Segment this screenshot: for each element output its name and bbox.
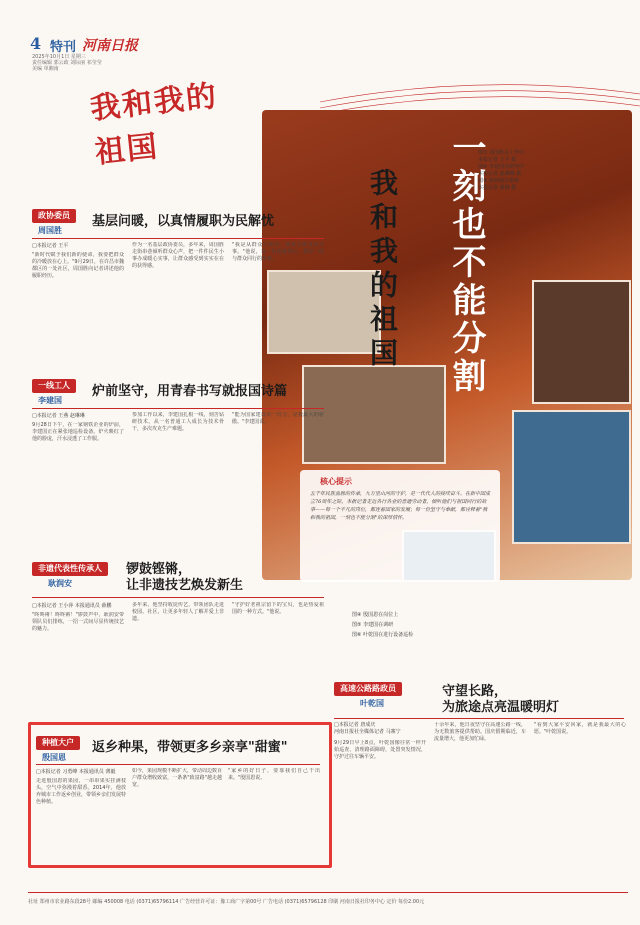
section-label: 特刊 xyxy=(50,40,77,55)
article-paragraph: "家乡的好日子，要靠我们自己干出来。"殷国恩说。 xyxy=(228,768,320,781)
article-byline: □本报记者 王小萍 本报通讯员 薛鹏 xyxy=(32,603,112,609)
divider xyxy=(36,764,320,765)
article-tag: 一线工人 xyxy=(32,379,76,393)
article-column xyxy=(32,422,124,552)
article-paragraph: "看到大家平安回家，就是我最大的心愿。"叶乾国说。 xyxy=(534,722,626,735)
article-column xyxy=(334,740,426,890)
hero-photo xyxy=(532,280,631,404)
hero-title-sub: 我和我的祖国 xyxy=(366,168,399,372)
article-paragraph: "守护好老祖宗留下的宝贝，也是热爱祖国的一种方式。"他说。 xyxy=(232,602,324,615)
core-tip-text: 五千年民族血脉的传承，九万里山河的守护，是一代代人的接续奋斗。在新中国成立76周年之际，本报记者走近各行各业的普通劳动者，倾听他们与祖国同行的故事——每一个平凡的岗位，都连着国家的发展；每一份坚守与奉献，都诠释着"我和我的祖国，一刻也不能分割"的深厚情怀。 xyxy=(310,491,491,521)
article-column xyxy=(36,778,126,858)
divider xyxy=(32,597,324,598)
photo-caption: 图⑤ 李建国在调研 xyxy=(352,622,394,628)
page-header xyxy=(0,0,640,70)
divider xyxy=(32,238,324,239)
article-headline: 炉前坚守，用青春书写就报国诗篇 xyxy=(92,384,288,399)
article-column xyxy=(228,768,320,858)
article-tag: 非遗代表性传承人 xyxy=(32,562,108,576)
article-column xyxy=(132,412,224,552)
article-column xyxy=(132,242,224,342)
article-column xyxy=(232,412,324,552)
article-paragraph: 9月29日早上8点，叶乾国像往常一样开始巡查，清理路面障碍，处置突发情况，守护过往车辆平安。 xyxy=(334,740,426,760)
article-column xyxy=(534,722,626,890)
article-paragraph: "能为国家建设出一份力，是我最大的骄傲。"李建国说。 xyxy=(232,412,324,425)
article-paragraph: "新时代赋予我们新的使命，我要把群众的冷暖放在心上。"9月29日，在许昌市魏都区的一处社区，周国胜向记者讲述他的履职经历。 xyxy=(32,252,124,279)
article-column xyxy=(32,612,124,712)
hero-photo xyxy=(512,410,631,544)
caption-line: 图③ 耿润强在排练 xyxy=(478,178,520,184)
article-paragraph: 十余年来，他日夜坚守在高速公路一线，为无数旅客提供帮助。国庆假期临近，车流量增大，他更加忙碌。 xyxy=(434,722,526,742)
divider xyxy=(334,718,624,719)
article-column xyxy=(232,602,324,712)
article-paragraph: 走进殷国恩的果园，一串串果实挂满枝头，空气中弥漫着甜香。2014年，他放弃城市工作返乡创业，带领乡亲们发展特色种植。 xyxy=(36,778,126,805)
photo-caption: 图⑥ 叶乾国在进行设备巡检 xyxy=(352,632,414,638)
caption-line: 图① 周国胜在工作中 xyxy=(478,150,525,156)
article-byline: □本报记者 唐成庆 河南日报社全媒体记者 马寨宁 xyxy=(334,722,401,735)
article-byline: □本报记者 王燕 赵琳琳 xyxy=(32,413,85,419)
article-column xyxy=(132,768,222,858)
article-paragraph: 多年来，他坚持收徒传艺，带领团队走进校园、社区，让更多年轻人了解并爱上非遗。 xyxy=(132,602,224,622)
meta-line: 美编 单湘南 xyxy=(32,66,59,72)
article-person: 耿润安 xyxy=(48,579,72,588)
article-column xyxy=(32,252,124,342)
article-headline-line2: 让非遗技艺焕发新生 xyxy=(126,578,244,593)
article-paragraph: "我是从群众中来的，就要为群众多办事。"他说，每一份提案背后，都是一段与群众同行的故事。 xyxy=(232,242,324,262)
article-headline: 基层问暖，以真情履职为民解忧 xyxy=(92,214,275,229)
meta-line: 责任编辑 郭云政 刘际丽 祁莹莹 xyxy=(32,60,102,66)
hero-captions xyxy=(478,150,618,192)
article-tag: 政协委员 xyxy=(32,209,76,223)
article-person: 叶乾国 xyxy=(360,699,384,708)
caption-line: 本报记者 王平 摄 xyxy=(478,157,517,163)
article-column xyxy=(132,602,224,712)
article-headline-line2: 为旅途点亮温暖明灯 xyxy=(442,700,560,715)
article-headline-line1: 锣鼓铿锵， xyxy=(126,562,192,577)
caption-line: 本报记者 赵琳琳 摄 xyxy=(478,171,522,177)
article-person: 殷国恩 xyxy=(42,753,66,762)
edition-meta xyxy=(32,54,102,72)
page-number: 4 xyxy=(30,34,42,53)
article-column xyxy=(232,242,324,342)
article-paragraph: 作为一名基层政协委员，多年来，周国胜走街串巷倾听群众心声，把一件件民生小事办成暖心实事，让群众感受到实实在在的获得感。 xyxy=(132,242,224,269)
article-paragraph: 参加工作以来，李建国扎根一线，刻苦钻研技术，从一名普通工人成长为技术骨干，多次攻克生产难题。 xyxy=(132,412,224,432)
core-tip-box xyxy=(300,470,500,582)
article-column xyxy=(434,722,526,890)
hero-title-main: 一刻也不能分割 xyxy=(446,130,486,396)
caption-line: 本报记者 翟畅 摄 xyxy=(478,185,517,191)
article-person: 李建国 xyxy=(38,396,62,405)
article-tag: 高速公路路政员 xyxy=(334,682,402,696)
newspaper-logo: 河南日报 xyxy=(82,38,138,54)
article-paragraph: 如今，果园规模不断扩大，带动周边数百户群众增收致富，一条条"致富路"越走越宽。 xyxy=(132,768,222,788)
footer-divider xyxy=(28,892,628,893)
core-tip-title: 核心提示 xyxy=(320,477,352,486)
caption-line: 图② 李建国在研究中 xyxy=(478,164,525,170)
article-paragraph: "咚咚锵！咚咚锵！"锣鼓声中，耿润安带领队员们排练，一招一式间尽显传统技艺的魅力。 xyxy=(32,612,124,632)
photo-caption: 图④ 殷国恩在岗位上 xyxy=(352,612,399,618)
article-person: 周国胜 xyxy=(38,226,62,235)
article-headline-line1: 守望长路， xyxy=(442,684,508,699)
article-paragraph: 9月28日下午，在一家钢铁企业的炉前，李建国正在紧张地巡检设备。炉火映红了他的脸庞，汗水浸透了工作服。 xyxy=(32,422,124,442)
article-byline: □本报记者 王平 xyxy=(32,243,69,249)
masthead-art-title: 我和我的祖国 xyxy=(88,78,220,171)
meta-line: 2025年10月1日 星期三 xyxy=(32,54,86,60)
article-headline: 返乡种果，带领更多乡亲享"甜蜜" xyxy=(92,740,288,755)
page-footer: 社址 郑州市农业路东段28号 邮编 450008 电话 (0371)65796114 广告经营许可证：豫工商广字第00号 广告电话 (0371)65796128 印刷 河南日报社印务中心 定价 每份2.00元 xyxy=(28,899,425,905)
divider xyxy=(32,408,324,409)
article-byline: □本报记者 习勇峰 本报通讯员 薄毅 xyxy=(36,769,116,775)
article-tag: 种植大户 xyxy=(36,736,80,750)
